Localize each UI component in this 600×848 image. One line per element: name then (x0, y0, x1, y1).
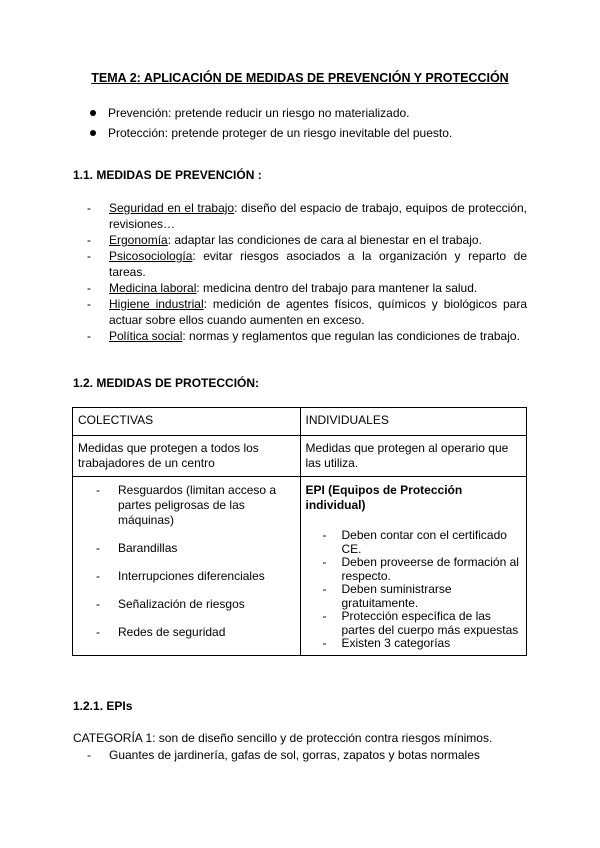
bullet-item-prevention: Prevención: pretende reducir un riesgo no materializado. (86, 103, 546, 123)
list-item: - Resguardos (limitan acceso a partes peligrosas de las máquinas) (78, 483, 295, 528)
protection-table (72, 407, 527, 656)
desc-colectivas: Medidas que protegen a todos los trabajadores de un centro (73, 436, 301, 477)
definition: : diseño del espacio de trabajo, equipos de protección, revisiones… (109, 201, 527, 231)
page-title: TEMA 2: APLICACIÓN DE MEDIDAS DE PREVENCIÓN Y PROTECCIÓN (91, 71, 509, 85)
intro-bullet-list (86, 103, 546, 143)
header-colectivas: COLECTIVAS (73, 408, 301, 436)
term: Política social (109, 329, 183, 343)
term: Psicosociología (109, 249, 193, 263)
bullet-item-protection: Protección: pretende proteger de un riesgo inevitable del puesto. (86, 123, 546, 143)
list-item (87, 200, 527, 232)
list-item: - Deben contar con el certificado CE. (306, 529, 522, 556)
definition: : normas y reglamentos que regulan las condiciones de trabajo. (182, 329, 520, 343)
category-1-list (87, 747, 527, 763)
list-item: - Deben proveerse de formación al respecto. (306, 556, 522, 583)
list-item: - Guantes de jardinería, gafas de sol, gorras, zapatos y botas normales (87, 747, 527, 763)
list-item (87, 280, 527, 296)
header-individuales: INDIVIDUALES (300, 408, 527, 436)
list-item: - Protección específica de las partes del cuerpo más expuestas (306, 610, 522, 637)
heading-protection: 1.2. MEDIDAS DE PROTECCIÓN: (73, 376, 260, 390)
colectivas-list (78, 483, 295, 640)
term: Higiene industrial (109, 297, 204, 311)
list-item: - Redes de seguridad (78, 625, 295, 640)
desc-individuales: Medidas que protegen al operario que las utiliza. (300, 436, 527, 477)
table-header-row (73, 408, 527, 436)
list-item (87, 296, 527, 328)
list-item (87, 248, 527, 280)
list-item: - Deben suministrarse gratuitamente. (306, 583, 522, 610)
heading-prevention: 1.1. MEDIDAS DE PREVENCIÓN : (73, 168, 262, 182)
list-item (87, 232, 527, 248)
list-item: - Barandillas (78, 541, 295, 556)
table-row (73, 436, 527, 477)
term: Seguridad en el trabajo (109, 201, 235, 215)
category-1-text: CATEGORÍA 1: son de diseño sencillo y de protección contra riesgos mínimos. (73, 731, 493, 745)
epi-title: EPI (Equipos de Protección individual) (305, 483, 463, 512)
list-item (87, 328, 527, 344)
list-item: - Señalización de riesgos (78, 597, 295, 612)
definition: : adaptar las condiciones de cara al bienestar en el trabajo. (167, 233, 482, 247)
individuales-cell (300, 477, 527, 656)
prevention-list (87, 200, 527, 344)
list-item: - Interrupciones diferenciales (78, 569, 295, 584)
colectivas-cell (73, 477, 301, 656)
definition: : evitar riesgos asociados a la organización y reparto de tareas. (109, 249, 527, 279)
term: Ergonomía (109, 233, 168, 247)
heading-epis: 1.2.1. EPIs (73, 699, 133, 713)
definition: : medicina dentro del trabajo para mantener la salud. (196, 281, 478, 295)
table-row (73, 477, 527, 656)
definition: : medición de agentes físicos, químicos y biológicos para actuar sobre ellos cuando aumenten en exceso. (109, 297, 527, 327)
list-item: - Existen 3 categorías (306, 637, 522, 651)
individuales-list (306, 529, 522, 651)
term: Medicina laboral (109, 281, 197, 295)
